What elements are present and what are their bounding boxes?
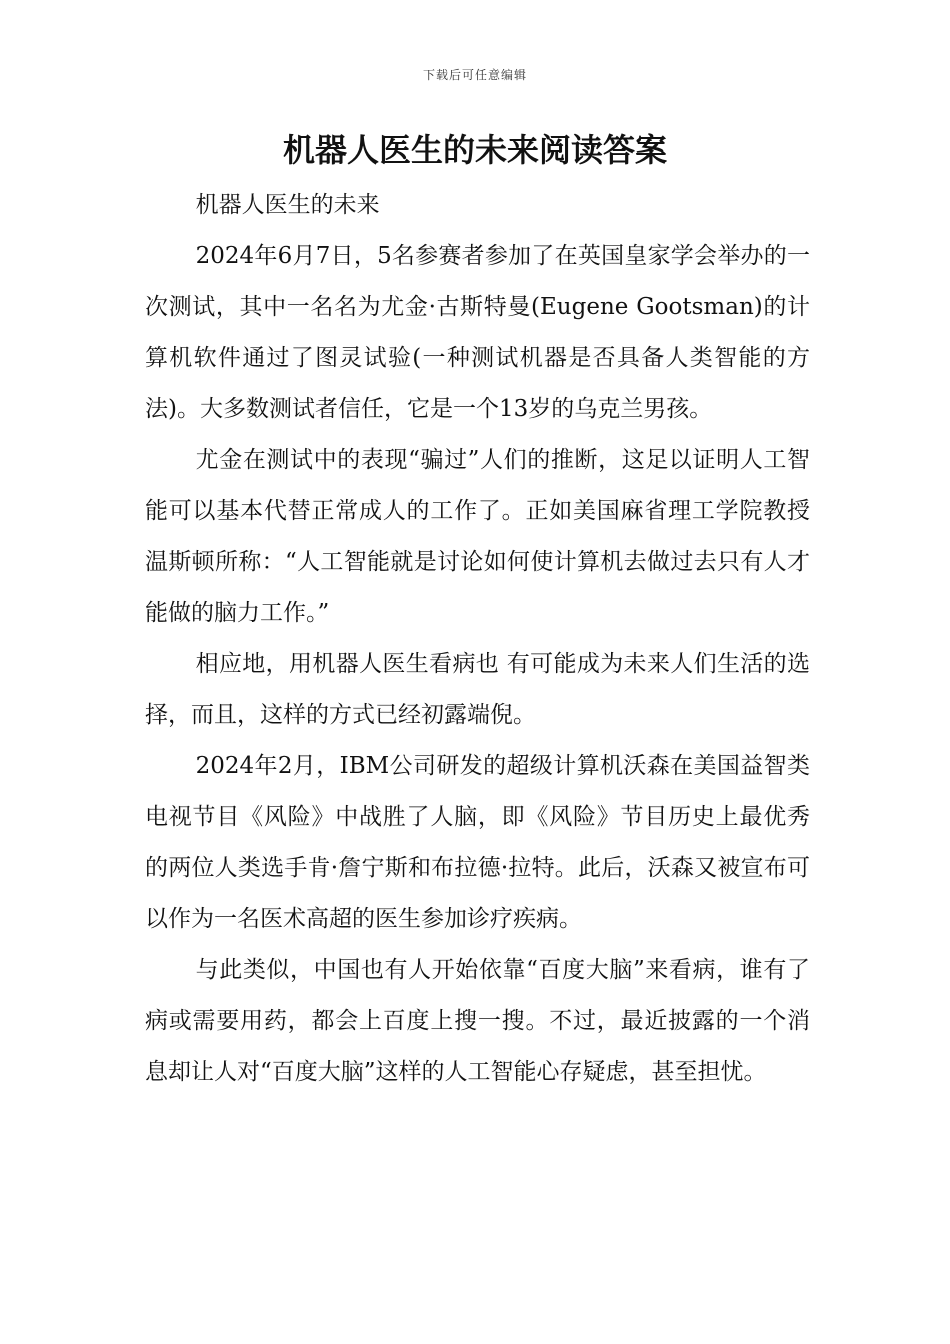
body-paragraph: 相应地，用机器人医生看病也 有可能成为未来人们生活的选择，而且，这样的方式已经初露端倪。 (145, 651, 810, 728)
document-title: 机器人医生的未来阅读答案 (282, 131, 667, 169)
document-body (145, 180, 810, 1098)
body-paragraph: 与此类似，中国也有人开始依靠“百度大脑”来看病，谁有了病或需要用药，都会上百度上搜一搜。不过，最近披露的一个消息却让人对“百度大脑”这样的人工智能心存疑虑，甚至担忧。 (145, 957, 810, 1085)
body-paragraph: 尤金在测试中的表现“骗过”人们的推断，这足以证明人工智能可以基本代替正常成人的工作了。正如美国麻省理工学院教授温斯顿所称：“人工智能就是讨论如何使计算机去做过去只有人才能做的脑力工作。” (145, 447, 810, 626)
header-note: 下载后可任意编辑 (422, 68, 527, 82)
body-paragraph: 2024年2月，IBM公司研发的超级计算机沃森在美国益智类电视节目《风险》中战胜了人脑，即《风险》节目历史上最优秀的两位人类选手肯·詹宁斯和布拉德·拉特。此后，沃森又被宣布可以作为一名医术高超的医生参加诊疗疾病。 (145, 753, 810, 932)
subtitle-paragraph: 机器人医生的未来 (195, 192, 380, 218)
body-paragraph: 2024年6月7日，5名参赛者参加了在英国皇家学会举办的一次测试，其中一名名为尤金·古斯特曼(Eugene Gootsman)的计算机软件通过了图灵试验(一种测试机器是否具备人类智能的方法)。大多数测试者信任，它是一个13岁的乌克兰男孩。 (145, 243, 810, 422)
